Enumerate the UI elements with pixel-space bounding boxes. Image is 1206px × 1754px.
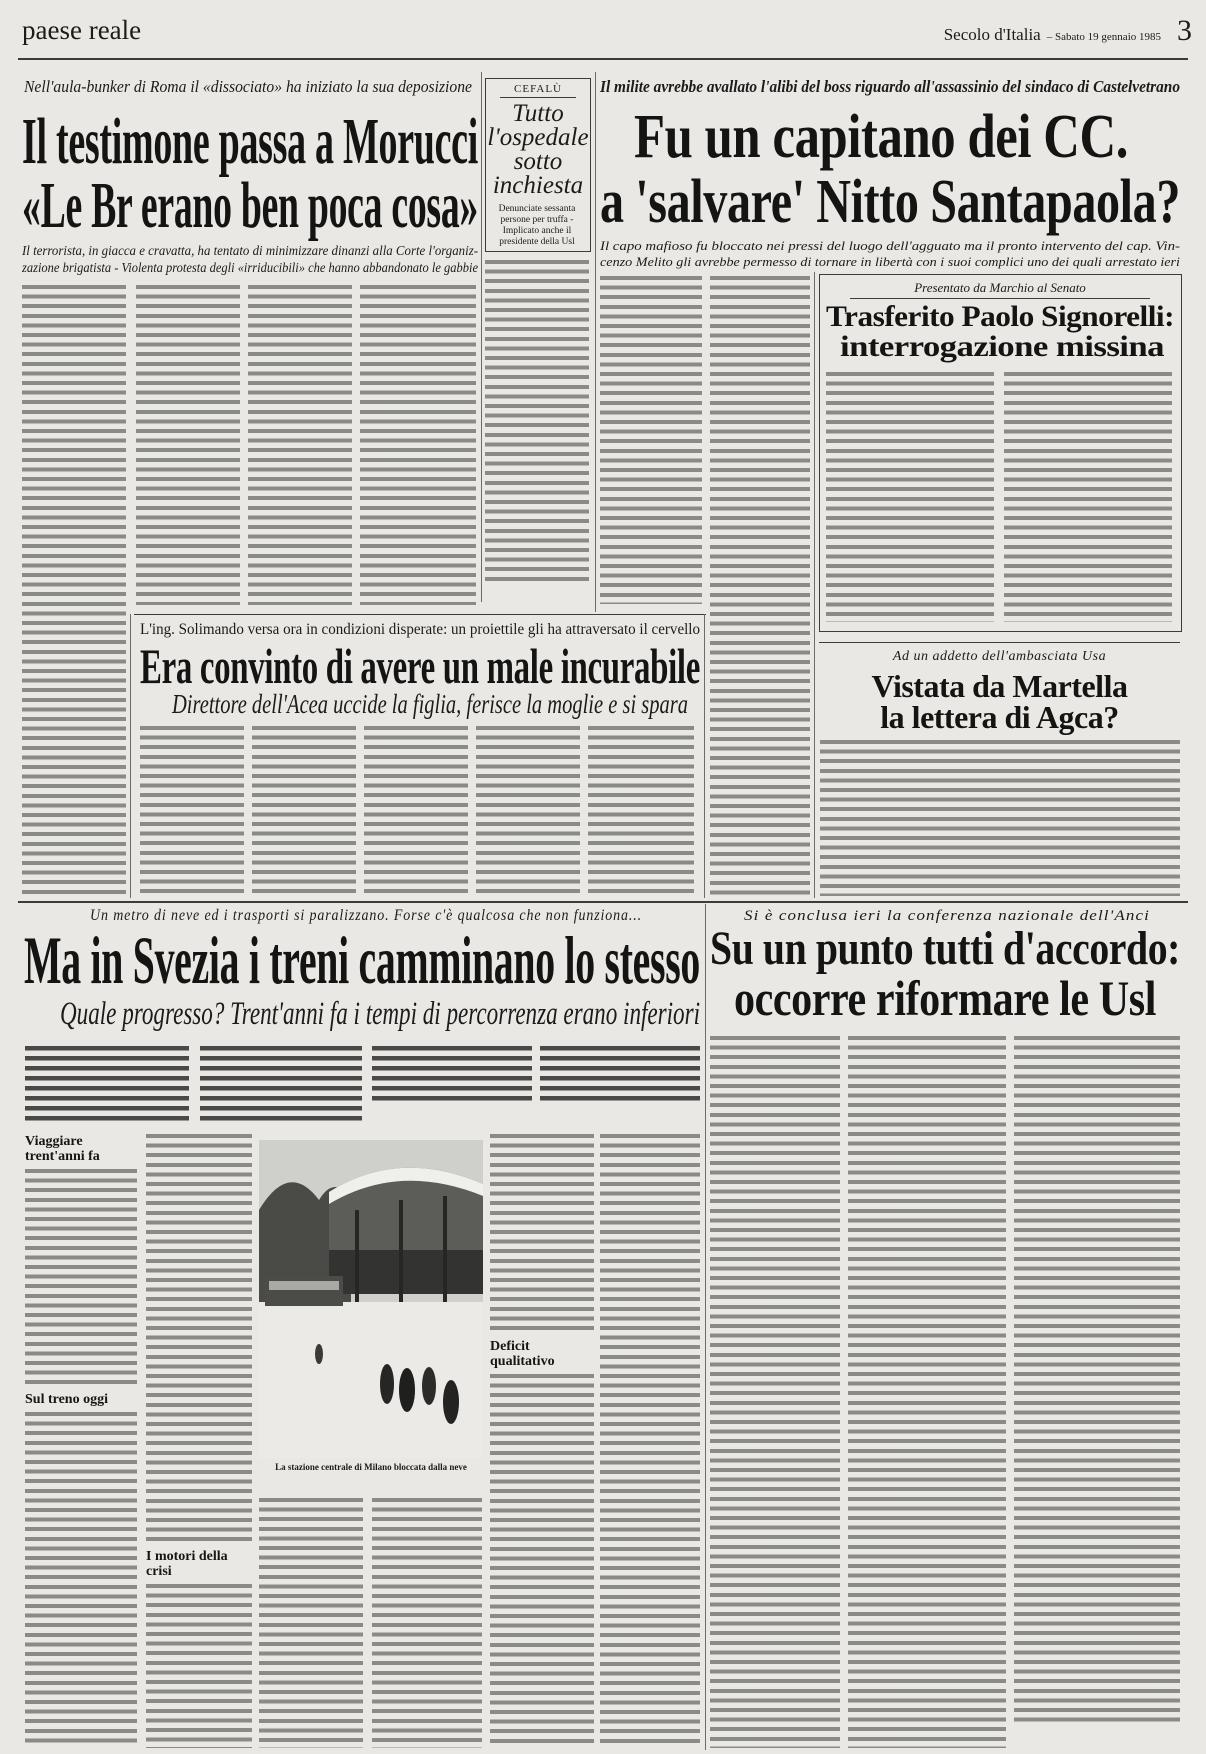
photo-tram-windows <box>269 1281 339 1290</box>
masthead-info <box>944 14 1192 48</box>
anci-body-column <box>1014 1036 1180 1726</box>
agca-body <box>820 740 1180 896</box>
svezia-headline-text: Ma in Svezia i treni camminano lo stesso <box>24 922 700 998</box>
photo-canopy-shadow <box>329 1250 483 1294</box>
paper-name: Secolo d'Italia <box>943 25 1041 44</box>
santapaola-subhead-line-1 <box>600 238 1180 253</box>
photo-person <box>399 1368 415 1412</box>
anci-headline-line-2 <box>734 972 1156 1024</box>
santapaola-headline-text-2: a 'salvare' Nitto Santapaola? <box>600 168 1180 236</box>
morucci-headline-text-2: «Le Br erano ben poca cosa» <box>22 169 478 242</box>
morucci-subhead-line-2 <box>22 261 478 277</box>
santapaola-subhead-text-2: cenzo Melito gli avrebbe permesso di tornare in libertà con i suoi complici uno dei quali arrestato ieri <box>600 254 1180 269</box>
body-text <box>146 1584 252 1748</box>
photo-pillar <box>443 1196 447 1306</box>
morucci-body-column <box>248 285 352 605</box>
signorelli-body-column <box>1004 372 1172 622</box>
morucci-kicker-text: Nell'aula-bunker di Roma il «dissociato» ha iniziato la sua deposizione <box>24 77 472 96</box>
santapaola-headline-text-1: Fu un capitano dei CC. <box>634 103 1128 171</box>
svezia-body-column <box>372 1498 482 1748</box>
signorelli-headline-text-2: interrogazione missina <box>840 330 1164 363</box>
photo-person <box>380 1364 394 1404</box>
page-number: 3 <box>1177 14 1192 47</box>
anci-headline-text-1: Su un punto tutti d'accordo: <box>710 922 1180 975</box>
cefalu-headline-line: l'ospedale <box>487 124 589 151</box>
signorelli-label <box>830 280 1170 296</box>
solimando-subhead-text: Direttore dell'Acea uccide la figlia, ferisce la moglie e si spara <box>172 689 688 719</box>
solimando-body-column <box>364 726 468 896</box>
column-rule <box>595 72 596 612</box>
anci-body-column <box>848 1036 1006 1748</box>
cefalu-headline-line: Tutto <box>512 100 564 127</box>
svezia-body-column <box>146 1134 252 1748</box>
body-text <box>146 1134 252 1544</box>
santapaola-headline-line-2 <box>600 170 1180 234</box>
svezia-body-column <box>25 1134 137 1748</box>
svezia-subhead <box>60 996 700 1032</box>
anci-body-column <box>710 1036 840 1748</box>
photo-image <box>259 1140 483 1458</box>
section-rule <box>134 614 706 615</box>
column-rule <box>481 72 482 602</box>
cefalu-body-column <box>485 260 589 585</box>
morucci-headline-line-1 <box>22 105 478 178</box>
signorelli-label-rule <box>850 298 1150 299</box>
morucci-headline-line-2 <box>22 169 478 242</box>
crosshead-motori: I motori della crisi <box>146 1549 228 1579</box>
solimando-kicker <box>140 620 700 640</box>
santapaola-body-column <box>600 276 702 604</box>
svezia-intro-column <box>540 1046 700 1104</box>
santapaola-kicker <box>600 76 1180 98</box>
photo-caption: La stazione centrale di Milano bloccata dalla neve <box>275 1462 467 1472</box>
svezia-kicker-text: Un metro di neve ed i trasporti si paralizzano. Forse c'è qualcosa che non funziona... <box>90 907 642 924</box>
photo-person <box>443 1380 459 1424</box>
svezia-body-column <box>259 1498 363 1748</box>
crosshead-sul-treno: Sul treno oggi <box>25 1392 108 1407</box>
column-rule <box>705 904 706 1750</box>
solimando-subhead <box>172 690 688 718</box>
crosshead-viaggiare: Viaggiare trent'anni fa <box>25 1134 100 1164</box>
photo-tram <box>265 1276 343 1306</box>
morucci-body-column <box>22 285 126 895</box>
column-rule <box>130 614 131 898</box>
solimando-body-column <box>252 726 356 896</box>
agca-headline-line-2 <box>819 701 1180 733</box>
body-text <box>25 1412 137 1748</box>
photo-pillar <box>355 1210 359 1306</box>
cefalu-label: CEFALÙ <box>500 81 576 98</box>
agca-headline-line-1 <box>819 670 1180 702</box>
section-title: paese reale <box>22 15 142 45</box>
svezia-intro-column <box>200 1046 362 1124</box>
issue-date: – Sabato 19 gennaio 1985 <box>1047 31 1161 43</box>
santapaola-subhead-text-1: Il capo mafioso fu bloccato nei pressi del luogo dell'agguato ma il pronto intervento del cap. Vin- <box>600 238 1180 253</box>
snow-station-photo <box>259 1140 483 1458</box>
body-text <box>490 1134 594 1334</box>
solimando-body-column <box>476 726 580 896</box>
body-text <box>25 1169 137 1387</box>
crosshead-deficit: Deficit qualitativo <box>490 1339 555 1369</box>
signorelli-headline-text-1: Trasferito Paolo Signorelli: <box>826 300 1174 333</box>
photo-person <box>315 1344 323 1364</box>
agca-headline-text-2: la lettera di Agca? <box>880 699 1119 735</box>
agca-headline-text-1: Vistata da Martella <box>871 668 1128 704</box>
morucci-body-column <box>360 285 476 605</box>
morucci-body-column <box>136 285 240 605</box>
column-rule <box>704 614 705 898</box>
solimando-headline-text: Era convinto di avere un male incurabile <box>140 638 700 694</box>
section-rule <box>819 642 1180 643</box>
solimando-body-column <box>588 726 694 896</box>
signorelli-headline-line-1 <box>826 302 1174 332</box>
svezia-intro-column <box>25 1046 189 1124</box>
signorelli-label-text: Presentato da Marchio al Senato <box>914 280 1086 295</box>
photo-person <box>422 1367 436 1405</box>
photo-pillar <box>399 1200 403 1306</box>
svezia-body-column <box>600 1134 700 1748</box>
signorelli-body-column <box>826 372 994 622</box>
svezia-intro-column <box>372 1046 532 1104</box>
santapaola-body-column <box>710 276 810 896</box>
cefalu-headline-line: inchiesta <box>492 172 584 199</box>
santapaola-subhead-line-2 <box>600 254 1180 269</box>
page-divider <box>18 901 1188 903</box>
cefalu-headline-line: sotto <box>513 148 563 175</box>
header-rule <box>18 58 1188 60</box>
anci-headline-text-2: occorre riformare le Usl <box>734 970 1156 1026</box>
santapaola-headline-line-1 <box>634 103 1128 171</box>
agca-kicker-text: Ad un addetto dell'ambasciata Usa <box>892 649 1107 664</box>
solimando-kicker-text: L'ing. Solimando versa ora in condizioni disperate: un proiettile gli ha attraversato il cervello <box>140 621 700 638</box>
svezia-subhead-text: Quale progresso? Trent'anni fa i tempi di percorrenza erano inferiori <box>60 996 700 1032</box>
anci-kicker-text: Si è conclusa ieri la conferenza nazionale dell'Anci <box>744 908 1150 924</box>
agca-kicker <box>819 648 1180 666</box>
photo-snow-ground <box>259 1302 483 1458</box>
morucci-subhead-text-2: zazione brigatista - Violenta protesta degli «irriducibili» che hanno abbandonato le gabbie <box>22 261 478 276</box>
body-text <box>490 1374 594 1748</box>
santapaola-kicker-text: Il milite avrebbe avallato l'alibi del boss riguardo all'assassinio del sindaco di Castelvetrano <box>600 77 1180 96</box>
morucci-kicker <box>24 76 472 98</box>
morucci-subhead-line-1 <box>22 244 478 260</box>
column-rule <box>814 272 815 898</box>
solimando-headline <box>140 638 700 694</box>
svezia-body-column <box>490 1134 594 1748</box>
svezia-headline <box>24 922 700 998</box>
anci-headline-line-1 <box>710 922 1180 975</box>
signorelli-headline-line-2 <box>840 332 1164 362</box>
morucci-headline-text-1: Il testimone passa a Morucci <box>22 105 478 178</box>
morucci-subhead-text-1: Il terrorista, in giacca e cravatta, ha tentato di minimizzare dinanzi alla Corte l'organiz- <box>22 244 478 259</box>
solimando-body-column <box>140 726 244 896</box>
cefalu-summary: Denunciate sessanta persone per truffa - Implicato anche il presidente della Usl <box>498 204 576 247</box>
